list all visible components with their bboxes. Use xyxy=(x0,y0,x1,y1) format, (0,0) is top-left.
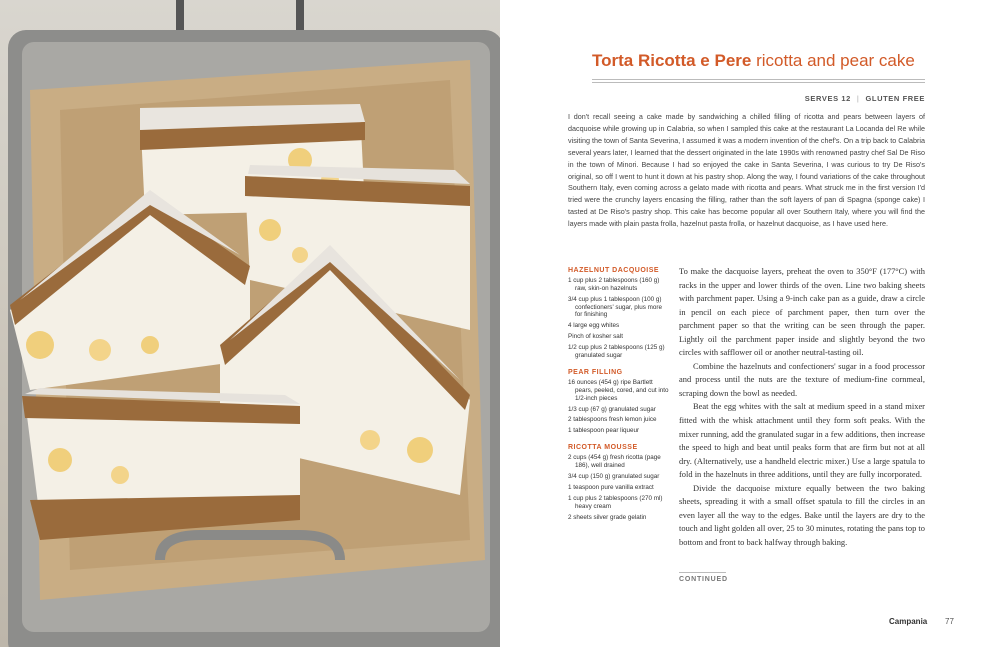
ingredient-item: 1 teaspoon pure vanilla extract xyxy=(568,484,654,492)
ingredient-heading: RICOTTA MOUSSE xyxy=(568,444,638,452)
ingredient-item: 3/4 cup plus 1 tablespoon (100 g) confectioners' sugar, plus more for finishing xyxy=(568,295,662,319)
method-paragraph: Divide the dacquoise mixture equally between the two baking sheets, spreading it with a small offset spatula to fill the circles in an even layer all the way to the edges. Bake until the layers are dry to the touch and light golden all over, 25 to 30 minutes, rotating the pans top to bottom and front to back halfway through baking. xyxy=(679,482,925,547)
pan-handle-top xyxy=(180,0,300,30)
method-paragraph: To make the dacquoise layers, preheat the oven to 350°F (177°C) with racks in the upper and lower thirds of the oven. Line two baking sheets with parchment paper. Using a 9-inch cake pan as a guide, draw a circle in pencil on each piece of parchment paper, then turn over the parchment paper so that the writing can be seen through the paper. Lightly oil the parchment paper inside and slightly beyond the two circles with safflower oil or another neutral-tasting oil. xyxy=(679,266,925,358)
intro-paragraph: I don't recall seeing a cake made by sandwiching a chilled filling of ricotta and pears between layers of dacquoise while growing up in Calabria, so when I sampled this cake at the restaurant La Locanda del Re while visiting the town of Santa Severina, I assumed it was a modern invention of the chef's. On a trip back to Calabria several years later, I learned that the dessert originated in the late 1990s with renowned pastry chef Sal De Riso in the town of Minori. Because I had so enjoyed the cake in Santa Severina, I was curious to try De Riso's original, so off I went to hunt it down at his pastry shop. Along the way, I found variations of the cake throughout Southern Italy, even coming across a gelato made with ricotta and pears. What struck me in the first version I'd tried were the crunchy layers encasing the filling, rather than the soft layers of pan di Spagna (sponge cake) I tasted at De Riso's pastry shop. This cake has become popular all over Southern Italy, where you will find the layers made with plain pasta frolla, hazelnut pasta frolla, or hazelnut dacquoise, as I have used here. xyxy=(568,112,925,229)
title-divider xyxy=(592,79,925,80)
ingredient-list xyxy=(568,379,670,435)
ingredient-item: 2 cups (454 g) fresh ricotta (page 186), well drained xyxy=(568,454,661,470)
ingredient-item: 1 cup plus 2 tablespoons (270 ml) heavy cream xyxy=(568,495,663,510)
recipe-page xyxy=(500,0,1000,647)
recipe-title xyxy=(592,51,915,71)
page-number: 77 xyxy=(945,617,954,626)
method-column xyxy=(679,265,925,549)
recipe-title-italian: Torta Ricotta e Pere xyxy=(592,51,752,70)
recipe-title-english: ricotta and pear cake xyxy=(756,51,915,70)
ingredient-item: Pinch of kosher salt xyxy=(568,333,623,341)
title-divider xyxy=(592,82,925,83)
ingredient-item: 2 tablespoons fresh lemon juice xyxy=(568,416,657,424)
ingredient-item: 1 tablespoon pear liqueur xyxy=(568,427,640,435)
ingredient-item: 3/4 cup (150 g) granulated sugar xyxy=(568,473,660,481)
ingredient-item: 4 large egg whites xyxy=(568,322,620,330)
running-footer-region: Campania xyxy=(889,617,928,626)
ingredient-item: 2 sheets silver grade gelatin xyxy=(568,513,647,521)
ingredient-item: 1 cup plus 2 tablespoons (160 g) raw, skin-on hazelnuts xyxy=(568,277,660,292)
ingredient-item: 1/3 cup (67 g) granulated sugar xyxy=(568,405,656,413)
ingredient-list xyxy=(568,454,670,521)
ingredient-item: 1/2 cup plus 2 tablespoons (125 g) granulated sugar xyxy=(568,344,665,360)
method-paragraph: Beat the egg whites with the salt at medium speed in a stand mixer fitted with the whisk attachment until they form soft peaks. With the mixer running, add the granulated sugar in a few additions, then increase the speed to high and beat until peaks form that are firm but not at all dry. (Alternatively, use a handheld electric mixer.) Use a large spatula to fold in the hazelnuts in three additions, until they are fully incorporated. xyxy=(679,401,925,480)
recipe-meta: SERVES 12 | GLUTEN FREE xyxy=(804,94,925,103)
recipe-intro xyxy=(568,111,925,230)
ingredient-item: 16 ounces (454 g) ripe Bartlett pears, peeled, cored, and cut into 1/2-inch pieces xyxy=(568,378,669,402)
ingredient-heading: PEAR FILLING xyxy=(568,368,623,376)
ingredients-column xyxy=(568,267,670,531)
serves-label: SERVES 12 xyxy=(804,94,851,103)
diet-label: GLUTEN FREE xyxy=(865,94,925,103)
ingredient-heading: HAZELNUT DACQUOISE xyxy=(568,267,660,274)
continued-label: CONTINUED xyxy=(679,572,726,583)
ingredient-list xyxy=(568,277,670,360)
cake-slice xyxy=(22,388,300,540)
method-paragraph: Combine the hazelnuts and confectioners' sugar in a food processor and process until the nuts are the texture of medium-fine cornmeal, scraping down the bowl as needed. xyxy=(679,360,925,398)
